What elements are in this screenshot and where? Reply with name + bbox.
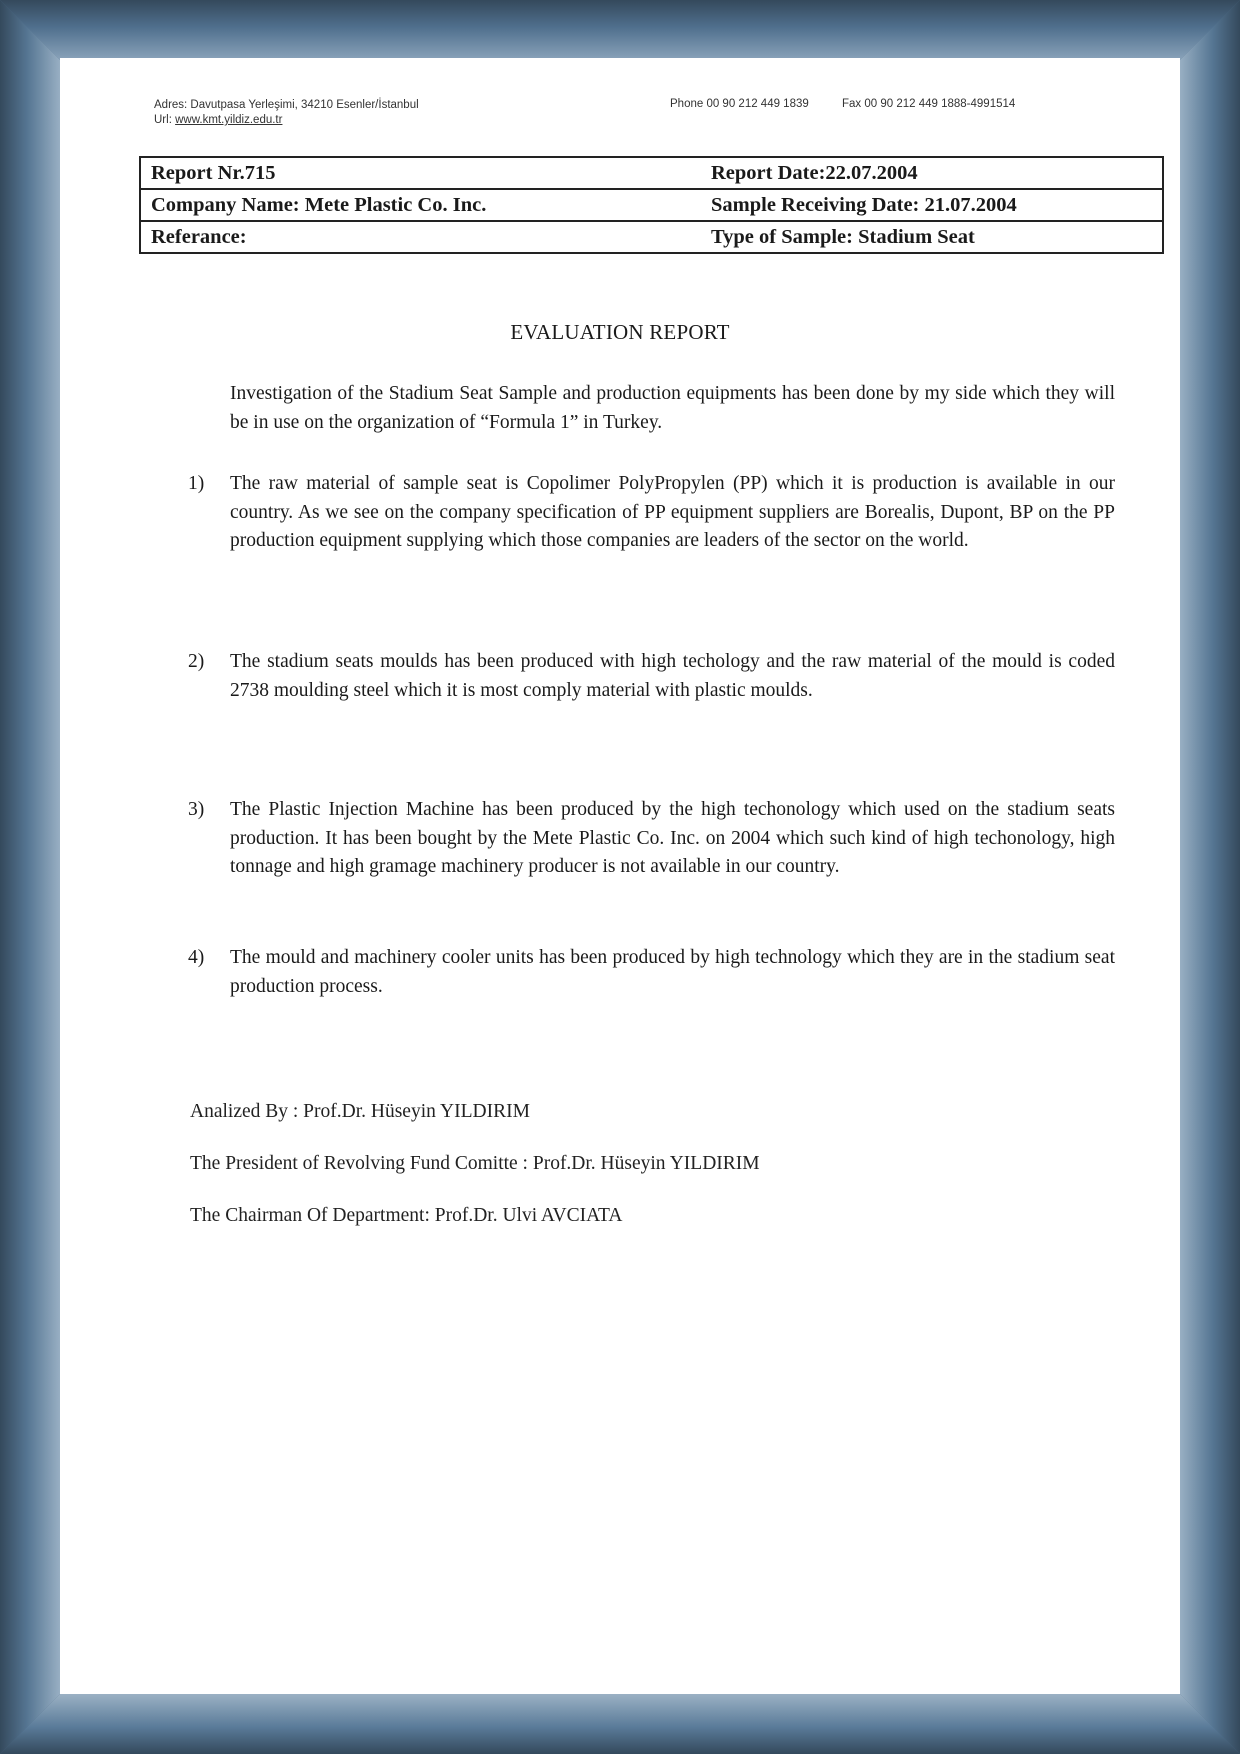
list-item-number: 1) [188, 473, 205, 494]
list-item [188, 648, 1115, 705]
list-item-number: 3) [188, 799, 205, 820]
letterhead-url-line [154, 113, 419, 128]
report-date: Report Date:22.07.2004 [711, 157, 1163, 189]
list-item-number: 4) [188, 947, 205, 968]
letterhead-phone: Phone 00 90 212 449 1839 [670, 98, 809, 110]
reference: Referance: [140, 221, 711, 253]
department-chairman: The Chairman Of Department: Prof.Dr. Ulvi AVCIATA [190, 1205, 623, 1226]
letterhead-url-link[interactable]: www.kmt.yildiz.edu.tr [175, 114, 283, 126]
list-item-text: The stadium seats moulds has been produced with high techology and the raw material of the mould is coded 2738 moulding steel which it is most comply material with plastic moulds. [230, 651, 1115, 701]
list-item-text: The Plastic Injection Machine has been produced by the high techonology which used on the stadium seats production. It has been bought by the Mete Plastic Co. Inc. on 2004 which such kind of high techonology, high tonnage and high gramage machinery producer is not available in our country. [230, 799, 1115, 877]
table-row [140, 189, 1163, 221]
report-number: Report Nr.715 [140, 157, 711, 189]
signature-block [190, 1098, 760, 1254]
frame-bevel-left [0, 0, 60, 1754]
table-row [140, 157, 1163, 189]
letterhead-address-block [154, 98, 419, 128]
list-item-text: The raw material of sample seat is Copolimer PolyPropylen (PP) which it is production is available in our country. As we see on the company specification of PP equipment suppliers are Borealis, Dupont, BP on the PP production equipment supplying which those companies are leaders of the sector on the world. [230, 473, 1115, 551]
letterhead-address: Adres: Davutpasa Yerleşimi, 34210 Esenler/İstanbul [154, 99, 419, 111]
sample-receiving-date: Sample Receiving Date: 21.07.2004 [711, 189, 1163, 221]
frame-bevel-top [0, 0, 1240, 60]
letterhead-fax: Fax 00 90 212 449 1888-4991514 [842, 98, 1016, 110]
list-item-number: 2) [188, 651, 205, 672]
frame-bevel-bottom [0, 1694, 1240, 1754]
frame-bevel-right [1180, 0, 1240, 1754]
report-info-table [139, 156, 1164, 254]
analyzed-by: Analized By : Prof.Dr. Hüseyin YILDIRIM [190, 1101, 530, 1122]
sample-type: Type of Sample: Stadium Seat [711, 221, 1163, 253]
fund-committee-president: The President of Revolving Fund Comitte : Prof.Dr. Hüseyin YILDIRIM [190, 1153, 760, 1174]
table-row [140, 221, 1163, 253]
list-item [188, 944, 1115, 1001]
company-name: Company Name: Mete Plastic Co. Inc. [140, 189, 711, 221]
list-item [188, 796, 1115, 882]
intro-paragraph: Investigation of the Stadium Seat Sample and production equipments has been done by my side which they will be in use on the organization of “Formula 1” in Turkey. [230, 383, 1115, 433]
document-page [60, 58, 1180, 1694]
list-item [188, 470, 1115, 556]
list-item-text: The mould and machinery cooler units has been produced by high technology which they are in the stadium seat production process. [230, 947, 1115, 997]
letterhead-url-label: Url: [154, 114, 172, 126]
document-title: EVALUATION REPORT [510, 320, 730, 344]
